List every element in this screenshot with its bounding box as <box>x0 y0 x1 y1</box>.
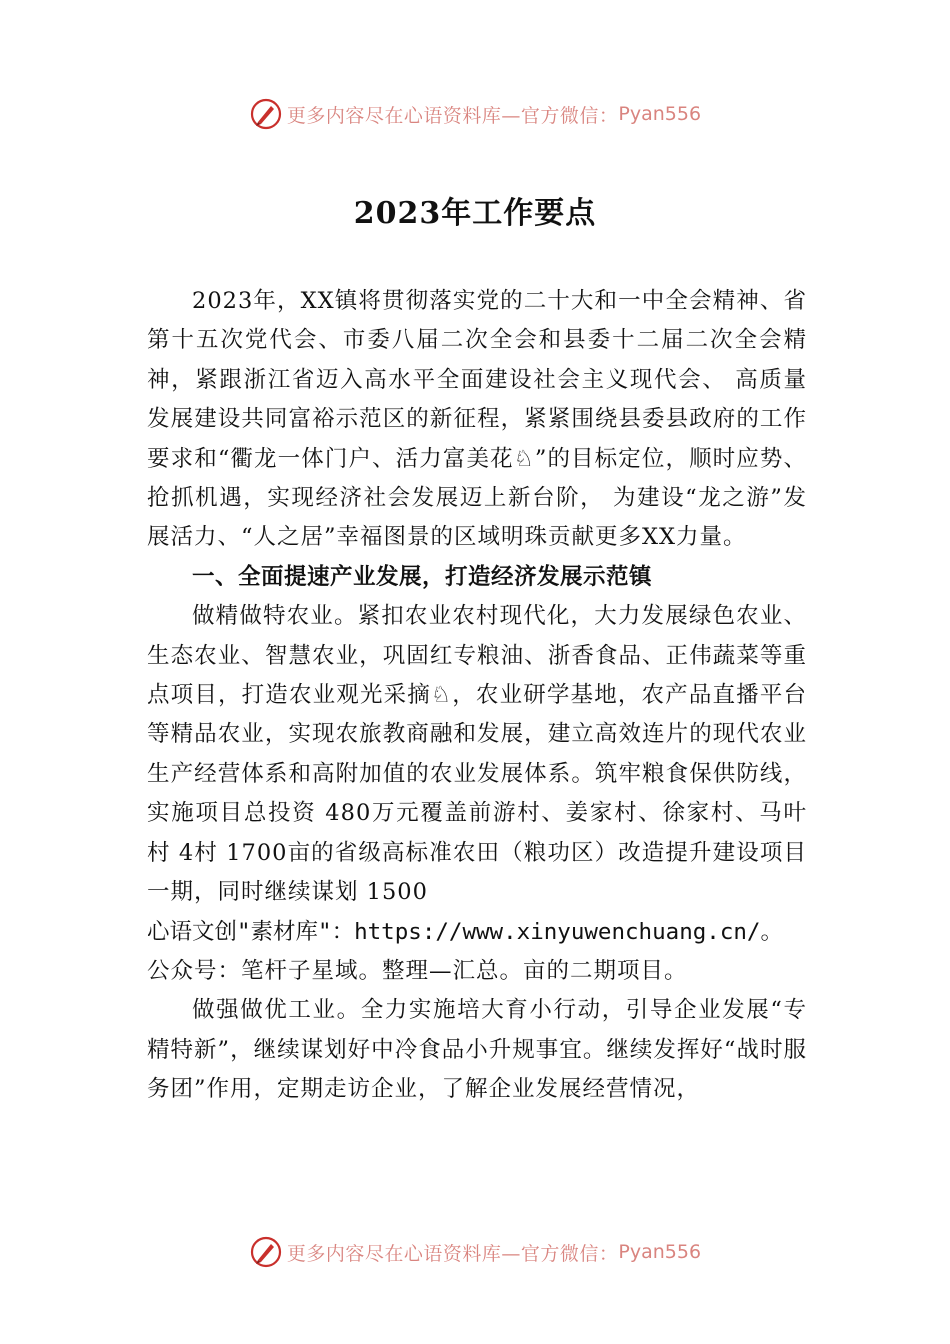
intro-paragraph: 2023年，XX镇将贯彻落实党的二十大和一中全会精神、省第十五次党代会、市委八届二次全会和县委十二届二次全会精神，紧跟浙江省迈入高水平全面建设社会主义现代会、 高质量发展建设共同富裕示范区的新征程，紧紧围绕县委县政府的工作要求和“衢龙一体门户、活力富美花♘”的目标定位，顺时应势、抢抓机遇，实现经济社会发展迈上新台阶， 为建设“龙之游”发展活力、“人之居”幸福图景的区域明珠贡献更多XX力量。 <box>147 288 807 551</box>
agriculture-paragraph <box>147 597 807 912</box>
agriculture-tail: 公众号：笔杆子星域。整理—汇总。亩的二期项目。 <box>147 957 688 984</box>
header-banner <box>0 94 950 134</box>
banner-wechat-id: Pyan556 <box>618 1241 702 1263</box>
watermark-line <box>147 913 807 952</box>
banner-wechat-id: Pyan556 <box>618 103 702 125</box>
industry-paragraph: 做强做优工业。全力实施培大育小行动，引导企业发展“专精特新”，继续谋划好中冷食品小升规事宜。继续发挥好“战时服务团”作用，定期走访企业，了解企业发展经营情况， <box>147 997 807 1103</box>
page-title: 2023年工作要点 <box>353 196 597 231</box>
pen-logo-icon <box>249 97 283 131</box>
pen-logo-icon <box>249 1235 283 1269</box>
document-body <box>147 282 807 1110</box>
banner-text: 更多内容尽在心语资料库—官方微信： <box>286 1242 619 1265</box>
section-heading: 一、全面提速产业发展，打造经济发展示范镇 <box>192 563 653 590</box>
watermark-text: 心语文创"素材库"：https://www.xinyuwenchuang.cn/。 <box>147 918 783 945</box>
banner-text: 更多内容尽在心语资料库—官方微信： <box>286 104 619 127</box>
footer-banner <box>0 1232 950 1272</box>
agriculture-text: 做精做特农业。紧扣农业农村现代化，大力发展绿色农业、生态农业、智慧农业，巩固红专粮油、浙香食品、正伟蔬菜等重点项目，打造农业观光采摘♘，农业研学基地，农产品直播平台等精品农业，实现农旅教商融和发展，建立高效连片的现代农业生产经营体系和高附加值的农业发展体系。筑牢粮食保供防线，实施项目总投资 480万元覆盖前游村、姜家村、徐家村、马叶村 4村 1700亩的省级高标准农田（粮功区）改造提升建设项目一期，同时继续谋划 1500 <box>147 603 807 906</box>
